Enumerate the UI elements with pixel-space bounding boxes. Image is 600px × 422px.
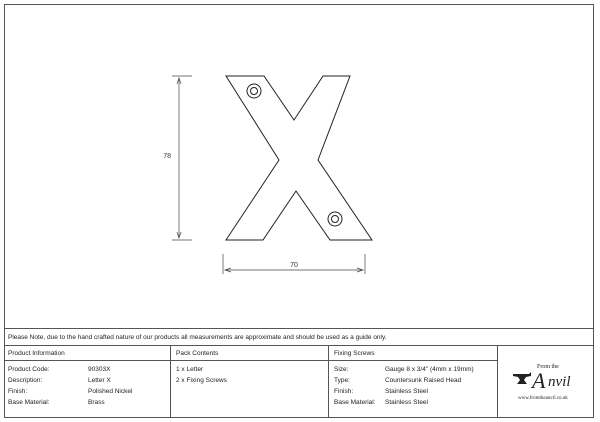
base-material-value: Brass <box>88 399 105 406</box>
fixing-screws-title: Fixing Screws <box>334 350 375 357</box>
fixing-hole-top <box>247 84 261 98</box>
fixing-hole-bottom <box>328 212 342 226</box>
measurement-note: Please Note, due to the hand crafted nature of our products all measurements are approximate and should be used as a guide only. <box>8 334 387 341</box>
height-dimension-line <box>172 76 192 240</box>
screw-finish-value: Stainless Steel <box>385 388 428 395</box>
section-header-rule <box>4 360 497 361</box>
title-block-top-rule <box>4 328 594 329</box>
screw-size-label: Size: <box>334 366 349 373</box>
product-information-title: Product Information <box>8 350 65 357</box>
column-divider-1 <box>170 345 171 418</box>
letter-x-outline <box>226 76 372 240</box>
finish-value: Polished Nickel <box>88 388 133 395</box>
pack-contents-title: Pack Contents <box>176 350 219 357</box>
description-value: Letter X <box>88 377 111 384</box>
product-code-value: 90303X <box>88 366 111 373</box>
logo-prefix: From the <box>537 364 559 370</box>
screw-base-material-value: Stainless Steel <box>385 399 428 406</box>
screw-finish-label: Finish: <box>334 388 354 395</box>
logo-url: www.fromtheanvil.co.uk <box>518 396 568 401</box>
column-divider-2 <box>328 345 329 418</box>
pack-item-letter: 1 x Letter <box>176 366 204 373</box>
logo-name: nvil <box>548 374 571 390</box>
base-material-label: Base Material: <box>8 399 50 406</box>
screw-type-value: Countersunk Raised Head <box>385 377 462 384</box>
description-label: Description: <box>8 377 43 384</box>
anvil-icon <box>512 372 532 386</box>
screw-type-label: Type: <box>334 377 350 384</box>
product-code-label: Product Code: <box>8 366 50 373</box>
note-divider <box>4 345 594 346</box>
finish-label: Finish: <box>8 388 28 395</box>
screw-size-value: Gauge 8 x 3/4" (4mm x 19mm) <box>385 366 474 373</box>
screw-base-material-label: Base Material: <box>334 399 376 406</box>
from-the-anvil-logo <box>504 362 588 412</box>
logo-initial: A <box>532 368 546 393</box>
height-dimension-label: 78 <box>163 153 171 160</box>
width-dimension-label: 70 <box>290 262 298 269</box>
column-divider-3 <box>497 345 498 418</box>
pack-item-screws: 2 x Fixing Screws <box>176 377 227 384</box>
